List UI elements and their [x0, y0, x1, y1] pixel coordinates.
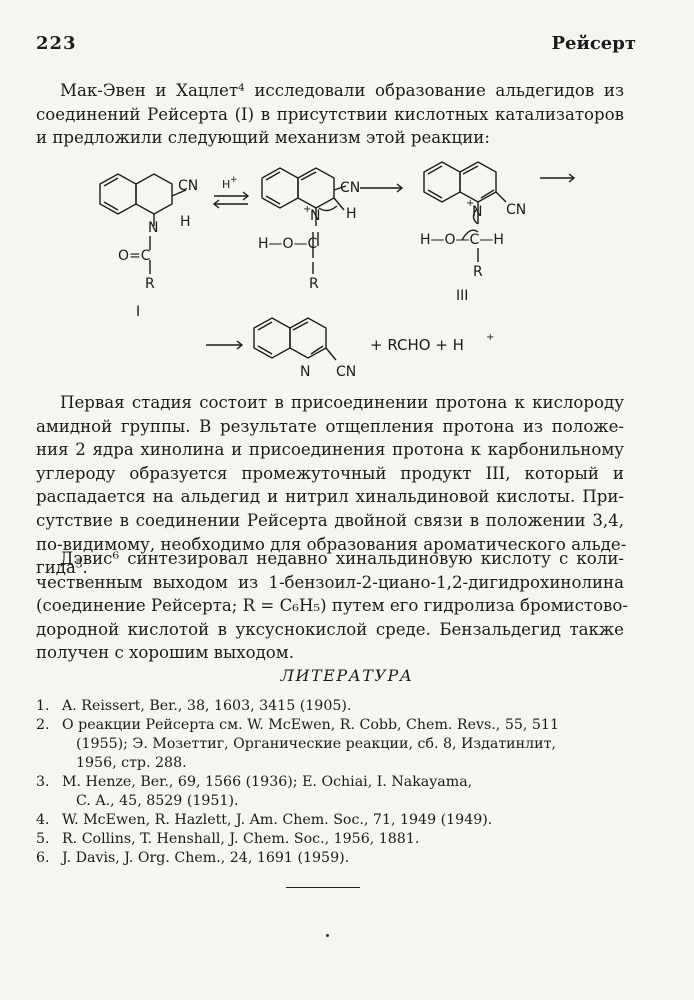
- r-label: R: [145, 276, 155, 292]
- page-number: 223: [36, 33, 77, 54]
- reference-text: (1955); Э. Мозеттиг, Органические реакции, сб. 8, Издатинлит,: [76, 736, 556, 752]
- plus-sign: +: [303, 204, 312, 215]
- cn-label: CN: [340, 180, 361, 196]
- reference-text: C. A., 45, 8529 (1951).: [76, 793, 239, 809]
- text-line: получен с хорошим выходом.: [36, 643, 294, 663]
- text-line: амидной группы. В результате отщепления протона из положе-: [36, 416, 624, 436]
- text-line: углероду образуется промежуточный продукт III, который и: [36, 463, 624, 483]
- o-eq-c-label: O=C: [118, 248, 151, 264]
- reference-text: 1956, стр. 288.: [76, 755, 187, 771]
- reference-number: 6.: [36, 850, 50, 866]
- n-label: N: [300, 364, 311, 380]
- reference-item: [36, 697, 636, 716]
- h-label: H: [346, 206, 357, 222]
- text-line: Дэвис⁶ синтезировал недавно хинальдиновую кислоту с коли-: [60, 549, 624, 568]
- cn-label: CN: [506, 202, 527, 218]
- r-label: R: [309, 276, 319, 292]
- reaction-scheme: [0, 150, 694, 390]
- reference-item: [36, 716, 636, 773]
- cn-label: CN: [336, 364, 357, 380]
- text-line: (соединение Рейсерта; R = C₆H₅) путем его гидролиза бромистово-: [36, 596, 628, 616]
- reference-text: О реакции Рейсерта см. W. McEwen, R. Cobb, Chem. Revs., 55, 511: [62, 717, 559, 733]
- reference-number: 1.: [36, 698, 50, 714]
- print-speck: [326, 934, 329, 937]
- text-line: распадается на альдегид и нитрил хинальдиновой кислоты. При-: [36, 487, 624, 507]
- reference-item: [36, 849, 636, 868]
- h-o-c-h-label: H—O—C—H: [420, 232, 504, 248]
- compound-I-label: I: [136, 304, 141, 320]
- text-line: ния 2 ядра хинолина и присоединения протона к карбонильному: [36, 440, 624, 460]
- reference-text: M. Henze, Ber., 69, 1566 (1936); E. Ochiai, I. Nakayama,: [62, 774, 473, 790]
- plus-sign: +: [486, 332, 495, 343]
- running-title: Рейсерт: [551, 33, 636, 54]
- text-line: и предложили следующий механизм этой реакции:: [36, 128, 490, 148]
- text-line: Мак-Эвен и Хацлет⁴ исследовали образование альдегидов из: [60, 81, 624, 100]
- reference-item: [36, 811, 636, 830]
- n-label: N: [310, 208, 321, 224]
- plus-sign: +: [230, 175, 238, 185]
- plus-sign: +: [466, 198, 475, 209]
- reference-number: 4.: [36, 812, 50, 828]
- reference-text: J. Davis, J. Org. Chem., 24, 1691 (1959).: [62, 850, 350, 866]
- text-line: гида⁵.: [36, 558, 88, 578]
- h-label: H: [180, 214, 191, 230]
- reference-number: 5.: [36, 831, 50, 847]
- text-line: чественным выходом из 1-бензоил-2-циано-1,2-дигидрохинолина: [36, 572, 624, 592]
- n-label: N: [472, 204, 483, 220]
- literature-heading: ЛИТЕРАТУРА: [280, 666, 414, 685]
- reference-text: R. Collins, T. Henshall, J. Chem. Soc., 1956, 1881.: [62, 831, 420, 847]
- reference-text: A. Reissert, Ber., 38, 1603, 3415 (1905).: [62, 698, 352, 714]
- text-line: по-видимому, необходимо для образования ароматического альде-: [36, 534, 627, 554]
- paragraph-davis: [36, 547, 628, 665]
- text-line: соединений Рейсерта (I) в присутствии кислотных катализаторов: [36, 104, 624, 124]
- text-line: дородной кислотой в уксуснокислой среде. Бензальдегид также: [36, 619, 624, 639]
- reference-number: 2.: [36, 717, 50, 733]
- r-label: R: [473, 264, 483, 280]
- compound-III-label: III: [456, 288, 469, 304]
- product-rings: [254, 318, 336, 360]
- reference-item: [36, 773, 636, 811]
- h-o-c-label: H—O—C: [258, 236, 318, 252]
- cn-label: CN: [178, 178, 199, 194]
- reference-number: 3.: [36, 774, 50, 790]
- n-label: N: [148, 220, 159, 236]
- text-line: Первая стадия состоит в присоединении протона к кислороду: [60, 393, 624, 412]
- reference-list: [36, 697, 636, 868]
- reference-text: W. McEwen, R. Hazlett, J. Am. Chem. Soc., 71, 1949 (1949).: [62, 812, 493, 828]
- reference-item: [36, 830, 636, 849]
- structure-II-rings: [262, 168, 346, 274]
- intro-paragraph: [36, 79, 624, 150]
- text-line: сутствие в соединении Рейсерта двойной связи в положении 3,4,: [36, 510, 624, 530]
- h-plus-label: H: [222, 178, 231, 191]
- end-rule: [286, 887, 360, 888]
- products-label: + RCHO + H: [370, 336, 464, 354]
